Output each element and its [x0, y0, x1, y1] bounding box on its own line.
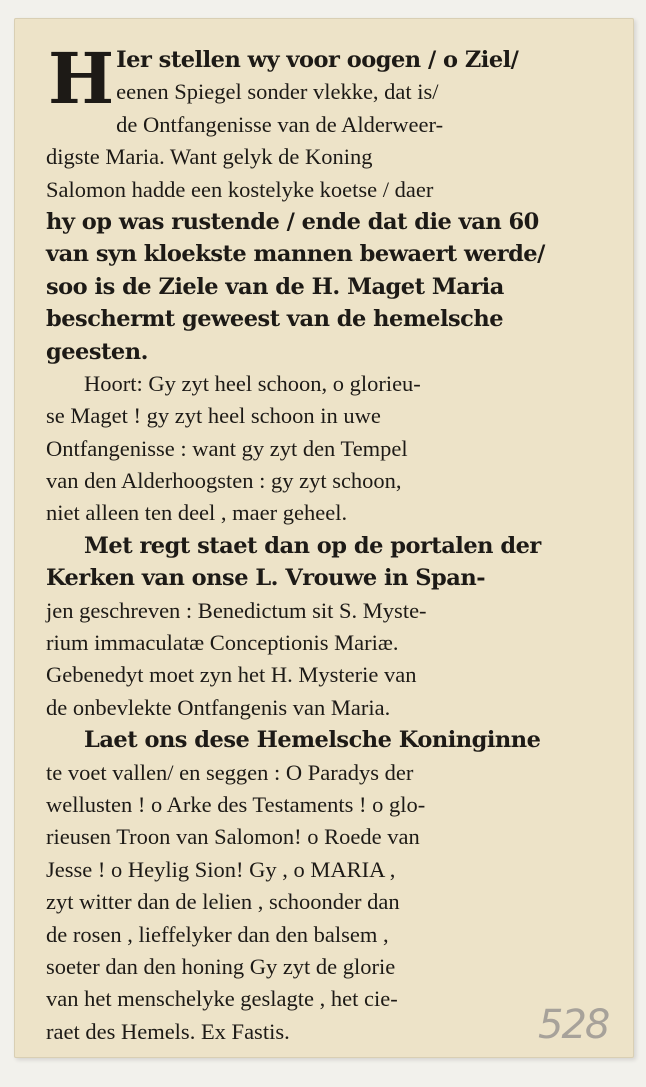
- document-text: [46, 37, 616, 1048]
- text-line: niet alleen ten deel , maer geheel.: [46, 500, 348, 526]
- text-line: Gebenedyt moet zyn het H. Mysterie van: [46, 662, 417, 688]
- paragraph-4: [46, 724, 616, 1048]
- text-line: zyt witter dan de lelien , schoonder dan: [46, 889, 400, 915]
- text-line: geesten.: [46, 338, 148, 365]
- text-line: eenen Spiegel sonder vlekke, dat is/: [116, 79, 439, 105]
- text-line: beschermt geweest van de hemelsche: [46, 306, 504, 333]
- text-line: se Maget ! gy zyt heel schoon in uwe: [46, 403, 381, 429]
- text-line: Ier stellen wy voor oogen / o Ziel/: [116, 47, 519, 73]
- text-line: digste Maria. Want gelyk de Koning: [46, 144, 373, 170]
- text-line: van den Alderhoogsten : gy zyt schoon,: [46, 468, 402, 494]
- text-line: van syn kloekste mannen bewaert werde/: [46, 241, 545, 268]
- drop-cap: H: [48, 37, 115, 120]
- text-line: Hoort: Gy zyt heel schoon, o glorieu-: [84, 370, 421, 396]
- handwritten-page-number: 528: [538, 1002, 609, 1048]
- text-line: de Ontfangenisse van de Alderweer-: [116, 111, 444, 137]
- text-line: de onbevlekte Ontfangenis van Maria.: [46, 694, 391, 720]
- text-line: soo is de Ziele van de H. Maget Maria: [46, 273, 504, 300]
- text-line: Salomon hadde een kostelyke koetse / daer: [46, 176, 434, 202]
- text-line: Laet ons dese Hemelsche Koninginne: [84, 727, 541, 754]
- paragraph-1: [46, 37, 616, 368]
- text-line: jen geschreven : Benedictum sit S. Myste-: [46, 597, 427, 623]
- text-line: te voet vallen/ en seggen : O Paradys der: [46, 759, 414, 785]
- text-line: raet des Hemels. Ex Fastis.: [46, 1018, 290, 1044]
- text-line: van het menschelyke geslagte , het cie-: [46, 986, 398, 1012]
- text-line: rieusen Troon van Salomon! o Roede van: [46, 824, 420, 850]
- text-line: soeter dan den honing Gy zyt de glorie: [46, 953, 396, 979]
- text-line: Jesse ! o Heylig Sion! Gy , o MARIA ,: [46, 856, 396, 882]
- paragraph-2: [46, 368, 616, 530]
- text-line: de rosen , lieffelyker dan den balsem ,: [46, 921, 389, 947]
- text-line: Kerken van onse L. Vrouwe in Span-: [46, 565, 486, 592]
- text-line: Met regt staet dan op de portalen der: [84, 532, 541, 559]
- paragraph-3: [46, 530, 616, 724]
- text-line: rium immaculatæ Conceptionis Mariæ.: [46, 630, 399, 656]
- text-line: hy op was rustende / ende dat die van 60: [46, 208, 539, 235]
- text-line: wellusten ! o Arke des Testaments ! o glo-: [46, 791, 426, 817]
- text-line: Ontfangenisse : want gy zyt den Tempel: [46, 435, 408, 461]
